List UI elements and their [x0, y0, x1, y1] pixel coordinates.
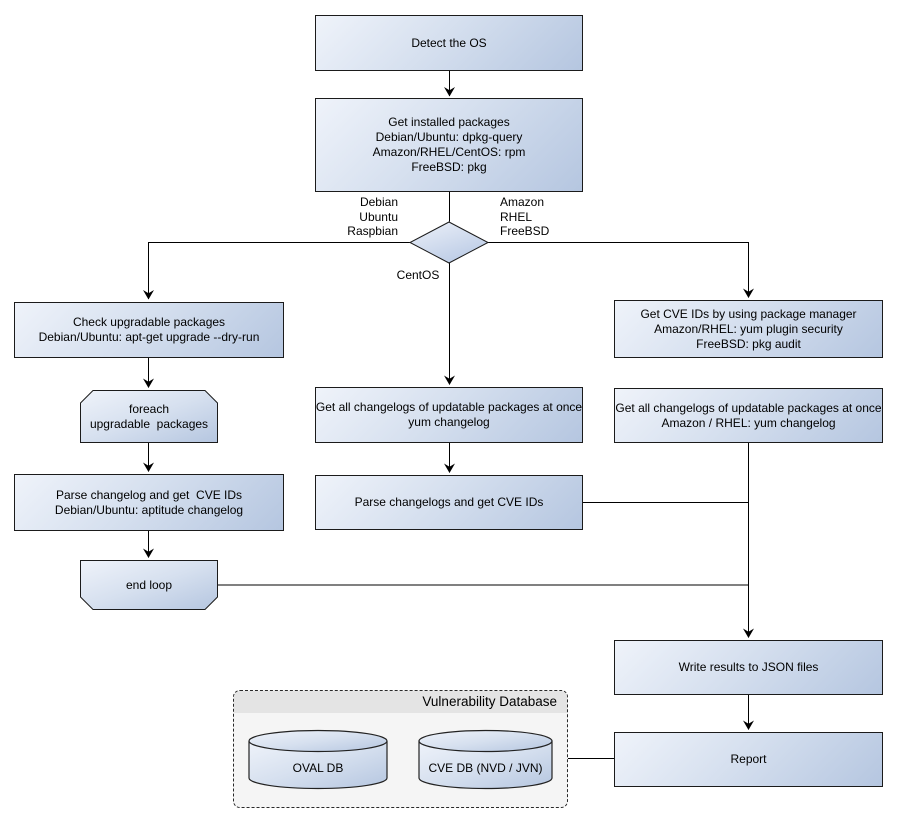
- decision-diamond: [410, 222, 488, 263]
- cylinder-top: [419, 731, 552, 752]
- node-line: yum changelog: [408, 415, 490, 429]
- node-line: Amazon/RHEL: yum plugin security: [654, 321, 843, 336]
- node-line: Detect the OS: [411, 35, 487, 50]
- cylinder-top: [249, 731, 387, 752]
- branch-label-line: Debian: [359, 195, 398, 209]
- node-get-changelogs-amazon-rhel: [614, 388, 883, 443]
- node-line: Report: [730, 752, 767, 766]
- branch-label-centos: [388, 268, 448, 283]
- node-end-loop: [80, 560, 218, 610]
- branch-label-line: CentOS: [396, 268, 440, 282]
- node-line: Get all changelogs of updatable packages at once: [615, 400, 882, 415]
- branch-label-line: RHEL: [500, 209, 533, 224]
- node-line: Debian/Ubuntu: aptitude changelog: [54, 502, 244, 517]
- database-cylinder-cve: [418, 729, 553, 790]
- node-get-cve-ids-package-manager: [614, 300, 883, 358]
- loop-start-text: [80, 390, 218, 443]
- node-line: upgradable packages: [89, 416, 209, 431]
- node-detect-os: [315, 15, 583, 71]
- vulnerability-database-title: Vulnerability Database: [234, 691, 567, 713]
- node-report: [614, 732, 883, 787]
- node-get-changelogs-centos: [315, 387, 583, 443]
- branch-label-amazon: [500, 195, 580, 239]
- node-line: Parse changelogs and get CVE IDs: [354, 495, 544, 509]
- node-line: Amazon/RHEL/CentOS: rpm: [372, 145, 526, 159]
- node-line: FreeBSD: pkg: [411, 160, 487, 174]
- node-line: FreeBSD: pkg audit: [696, 336, 801, 351]
- database-cylinder-oval: [248, 729, 388, 790]
- node-line: Amazon / RHEL: yum changelog: [661, 415, 836, 430]
- loop-end-text: [80, 560, 218, 610]
- node-parse-changelogs-centos: [315, 475, 583, 530]
- branch-label-line: Ubuntu: [359, 209, 398, 224]
- branch-label-line: FreeBSD: [500, 224, 550, 238]
- node-line: end loop: [125, 577, 173, 592]
- node-line: Get CVE IDs by using package manager: [640, 306, 857, 321]
- node-line: Parse changelog and get CVE IDs: [55, 487, 243, 502]
- node-line: Get all changelogs of updatable packages at once: [315, 400, 583, 414]
- cylinder-label: OVAL DB: [292, 761, 344, 775]
- node-line: Debian/Ubuntu: apt-get upgrade --dry-run: [38, 330, 260, 344]
- node-line: Get installed packages: [388, 115, 510, 129]
- node-line: Write results to JSON files: [678, 660, 819, 674]
- node-parse-changelog-debian: [14, 474, 284, 531]
- node-foreach-loop-start: [80, 390, 218, 443]
- node-get-installed-packages: [315, 98, 583, 192]
- node-line: Debian/Ubuntu: dpkg-query: [375, 130, 523, 144]
- branch-label-line: Amazon: [500, 195, 545, 209]
- node-line: Check upgradable packages: [72, 315, 226, 329]
- cylinder-label: CVE DB (NVD / JVN): [428, 761, 543, 775]
- branch-label-line: Raspbian: [347, 224, 398, 238]
- node-write-results-json: [614, 640, 883, 695]
- node-line: foreach: [128, 401, 170, 416]
- connector-decision-to-rhel-branch: [488, 243, 749, 298]
- node-check-upgradable-packages: [14, 302, 284, 358]
- branch-label-debian: [326, 195, 398, 239]
- connector-decision-to-debian-branch: [149, 243, 411, 300]
